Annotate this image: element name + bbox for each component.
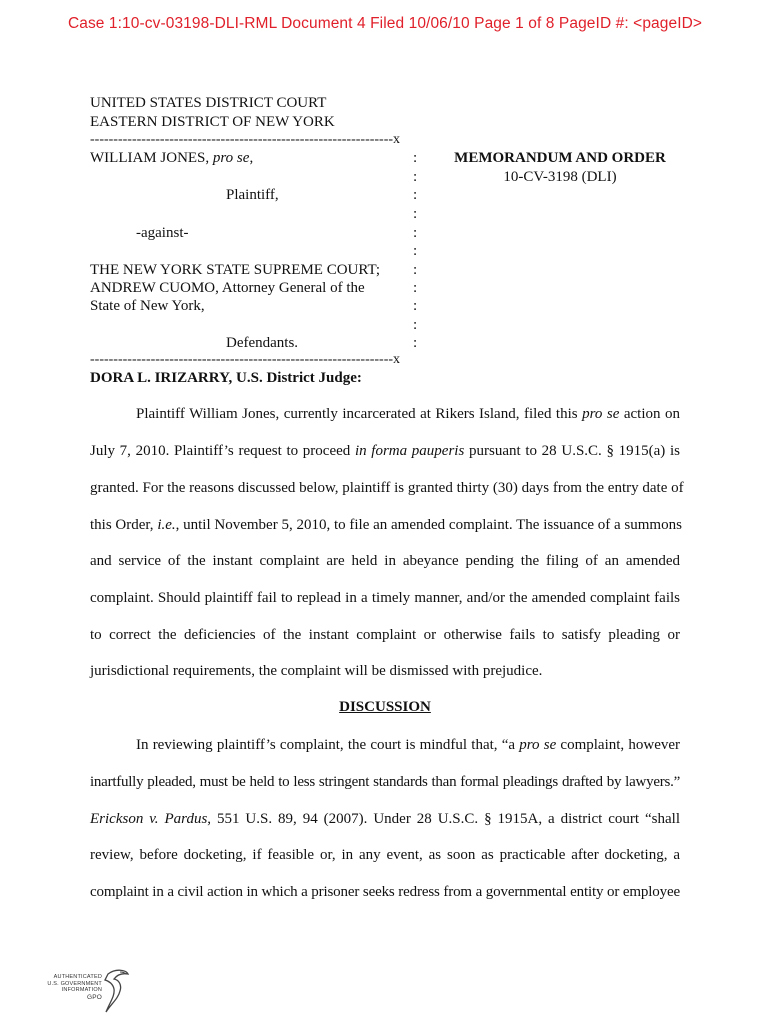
body-line: Plaintiff William Jones, currently incarcerated at Rikers Island, filed this pro se action on bbox=[136, 406, 680, 422]
caption-colon: : bbox=[413, 169, 418, 185]
body-line: July 7, 2010. Plaintiff’s request to proceed in forma pauperis pursuant to 28 U.S.C. § 1915(a) is bbox=[90, 443, 680, 459]
caption-colon: : bbox=[413, 298, 418, 314]
caption-colon: : bbox=[413, 225, 418, 241]
plaintiff-role: Plaintiff, bbox=[226, 187, 279, 203]
caption-divider-top: -----------------------------------------------------------------x bbox=[90, 132, 401, 147]
caption-divider-bottom: -----------------------------------------------------------------x bbox=[90, 352, 401, 367]
judge-name: DORA L. IRIZARRY, U.S. District Judge: bbox=[90, 370, 362, 386]
caption-colon: : bbox=[413, 150, 418, 166]
defendant-line3: State of New York, bbox=[90, 298, 205, 314]
body-line: this Order, i.e., until November 5, 2010, to file an amended complaint. The issuance of a summons bbox=[90, 517, 682, 533]
caption-colon: : bbox=[413, 206, 418, 222]
body-line: granted. For the reasons discussed below, plaintiff is granted thirty (30) days from the entry date of bbox=[90, 480, 684, 496]
eagle-icon bbox=[102, 968, 130, 1016]
gpo-authentication-seal bbox=[30, 968, 130, 1018]
plaintiff-name: WILLIAM JONES, pro se, bbox=[90, 150, 254, 166]
caption-colon: : bbox=[413, 280, 418, 296]
case-number: 10-CV-3198 (DLI) bbox=[503, 169, 617, 185]
body-line: Erickson v. Pardus, 551 U.S. 89, 94 (2007). Under 28 U.S.C. § 1915A, a district court “shall bbox=[90, 811, 680, 827]
defendant-line1: THE NEW YORK STATE SUPREME COURT; bbox=[90, 262, 380, 278]
defendant-line2: ANDREW CUOMO, Attorney General of the bbox=[90, 280, 365, 296]
court-name-line1: UNITED STATES DISTRICT COURT bbox=[90, 95, 327, 111]
section-heading-discussion: DISCUSSION bbox=[339, 699, 431, 715]
caption-colon: : bbox=[413, 187, 418, 203]
body-line: complaint. Should plaintiff fail to replead in a timely manner, and/or the amended complaint fails bbox=[90, 590, 680, 606]
body-line: review, before docketing, if feasible or, in any event, as soon as practicable after docketing, a bbox=[90, 847, 680, 863]
case-header-stamp: Case 1:10-cv-03198-DLI-RML Document 4 Filed 10/06/10 Page 1 of 8 PageID #: <pageID> bbox=[67, 15, 703, 32]
caption-colon: : bbox=[413, 335, 418, 351]
against-label: -against- bbox=[136, 225, 189, 241]
caption-colon: : bbox=[413, 243, 418, 259]
body-line: to correct the deficiencies of the instant complaint or otherwise fails to satisfy pleading or bbox=[90, 627, 680, 643]
body-line: complaint in a civil action in which a prisoner seeks redress from a governmental entity or employee bbox=[90, 884, 680, 900]
body-line: inartfully pleaded, must be held to less stringent standards than formal pleadings drafted by lawyers.” bbox=[90, 774, 680, 790]
body-line: and service of the instant complaint are held in abeyance pending the filing of an amended bbox=[90, 553, 680, 569]
defendant-role: Defendants. bbox=[226, 335, 299, 351]
memorandum-title: MEMORANDUM AND ORDER bbox=[454, 150, 666, 166]
caption-colon: : bbox=[413, 317, 418, 333]
court-name-block bbox=[90, 94, 335, 132]
body-line: jurisdictional requirements, the complaint will be dismissed with prejudice. bbox=[90, 663, 543, 679]
gpo-seal-text: AUTHENTICATED U.S. GOVERNMENT INFORMATION GPO bbox=[47, 974, 102, 1001]
court-name-line2: EASTERN DISTRICT OF NEW YORK bbox=[90, 114, 335, 130]
body-line: In reviewing plaintiff’s complaint, the court is mindful that, “a pro se complaint, however bbox=[136, 737, 681, 753]
caption-colon: : bbox=[413, 262, 418, 278]
